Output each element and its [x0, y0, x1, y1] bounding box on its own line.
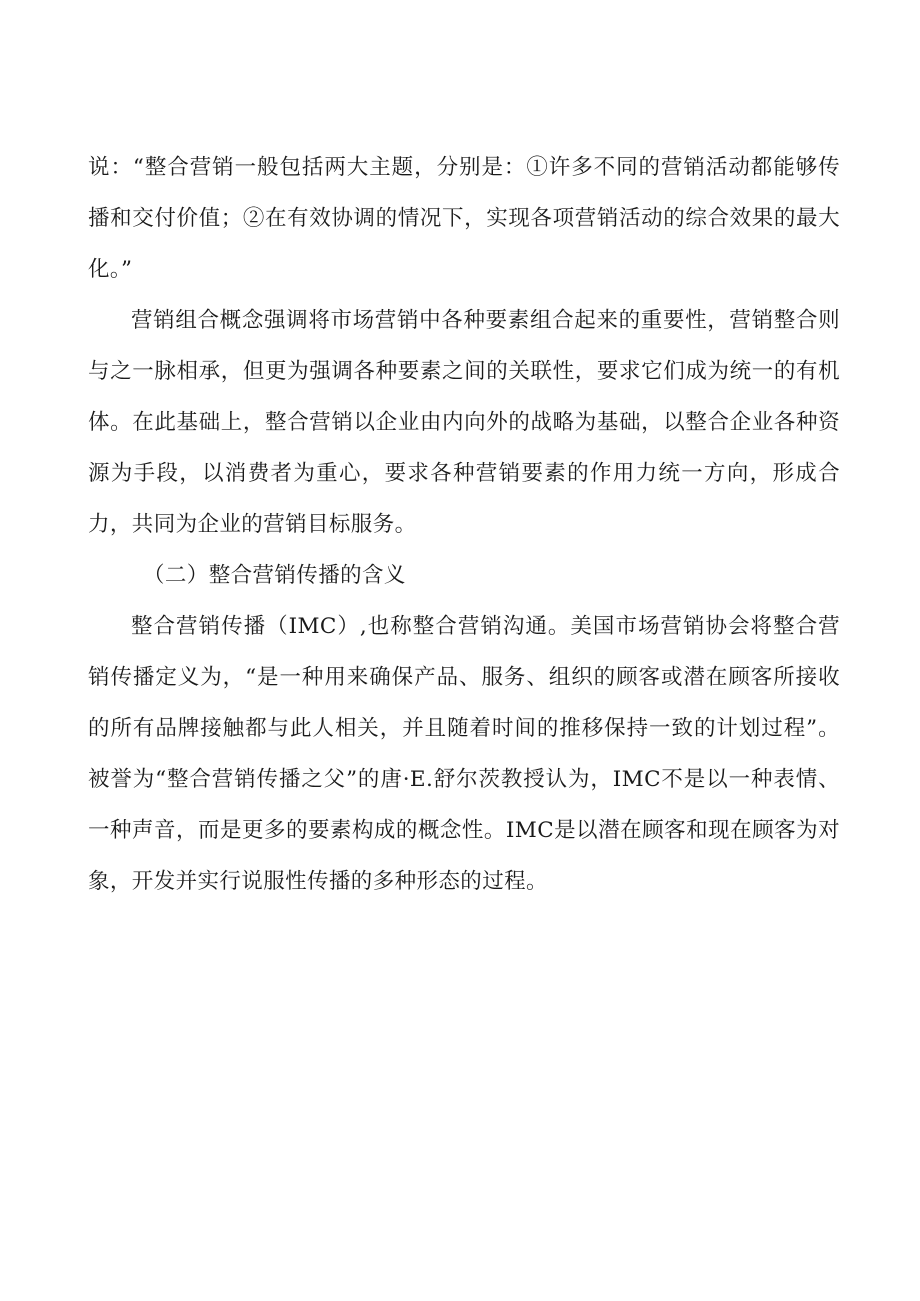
paragraph-marketing-mix: 营销组合概念强调将市场营销中各种要素组合起来的重要性，营销整合则与之一脉相承，但更为强调各种要素之间的关联性，要求它们成为统一的有机体。在此基础上，整合营销以企业由内向外的战略为基础，以整合企业各种资源为手段，以消费者为重心，要求各种营销要素的作用力统一方向，形成合力，共同为企业的营销目标服务。 [88, 308, 840, 537]
paragraph-continuation: 说：“整合营销一般包括两大主题，分别是：①许多不同的营销活动都能够传播和交付价值；②在有效协调的情况下，实现各项营销活动的综合效果的最大化。” [88, 155, 840, 282]
section-heading: （二）整合营销传播的含义 [143, 563, 406, 588]
paragraph-imc-definition: 整合营销传播（IMC）,也称整合营销沟通。美国市场营销协会将整合营销传播定义为，“是一种用来确保产品、服务、组织的顾客或潜在顾客所接收的所有品牌接触都与此人相关，并且随着时间的推移保持一致的计划过程”。被誉为“整合营销传播之父”的唐·E.舒尔茨教授认为，IMC不是以一种表情、一种声音，而是更多的要素构成的概念性。IMC是以潜在顾客和现在顾客为对象，开发并实行说服性传播的多种形态的过程。 [88, 614, 840, 894]
document-body [88, 142, 840, 907]
